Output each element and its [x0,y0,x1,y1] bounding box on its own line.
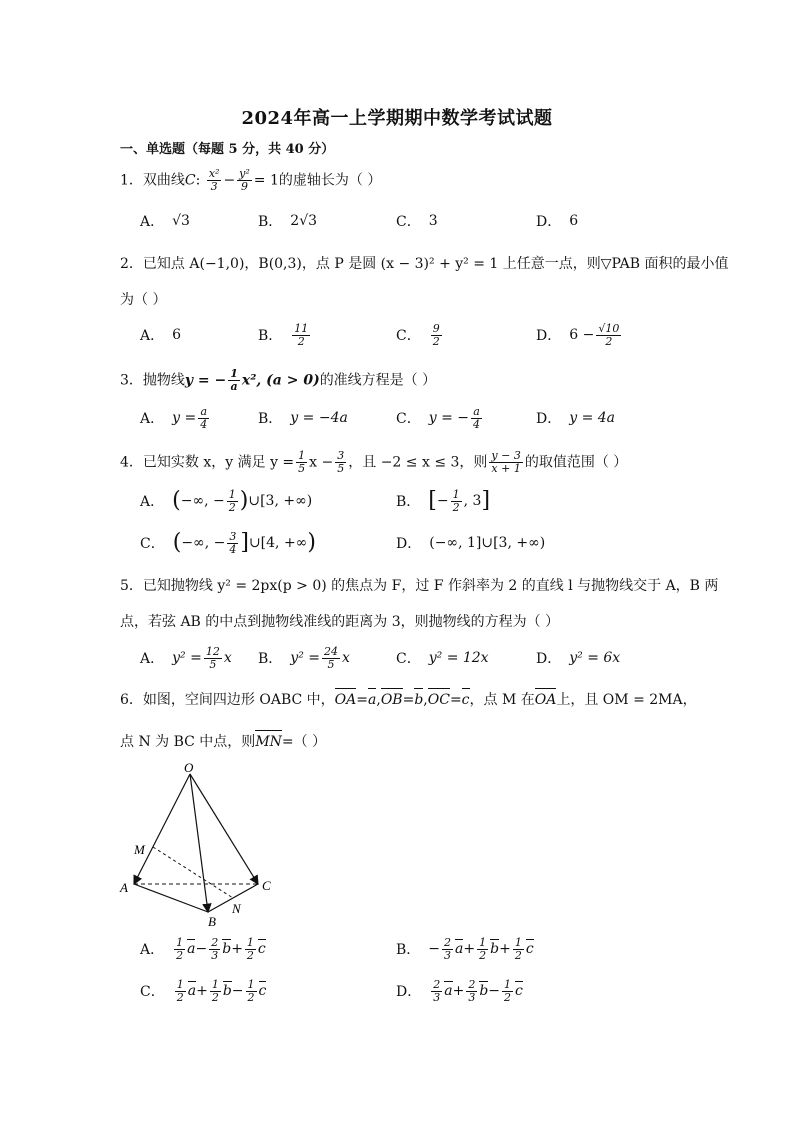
q1-var: C [184,172,196,189]
question-2-cont: 为（ ） [120,292,167,308]
edge-ab [134,884,208,912]
q3-option-c[interactable]: C． y = − $\frac{a}{4}$ [396,404,480,431]
q4-options-row1 [140,486,700,516]
q3-frac: $\frac{1}{a}$ [230,367,238,393]
label-b: B [208,914,216,929]
q5-options [140,643,700,673]
q6-options-row2 [140,976,700,1006]
label-a: A [120,880,128,895]
edge-oa [134,774,190,884]
question-2: 2．已知点 A(−1,0)，B(0,3)，点 P 是圆 (x − 3)² + y² = 1 上任意一点，则▽PAB 面积的最小值 [120,256,729,272]
q1-number: 1． [120,172,143,189]
q4-option-d[interactable]: D． (−∞, 1]∪[3, +∞) [396,535,546,552]
label-n: N [232,901,241,916]
q5-option-c[interactable]: C． y² = 12x [396,650,489,667]
q6-option-b[interactable]: B． − $\frac{2}{3}$ a + $\frac{1}{2}$ b + $\frac{1}{2}$ c [396,935,534,962]
edge-oc [190,774,258,884]
q1-option-c[interactable]: C． 3 [396,213,438,230]
segment-mn-dashed [153,847,233,898]
question-4: 4．已知实数 x，y 满足 y = $\frac{1}{5}$ x − $\frac{3}{5}$ ，且 −2 ≤ x ≤ 3，则 $\frac{y - 3}{x + 1}$ 的取值范围（ ） [120,449,628,475]
edge-ob [190,774,208,912]
q2-option-c[interactable]: C． $\frac{9}{2}$ [396,321,440,348]
tetrahedron-figure [118,760,288,930]
label-c: C [262,878,271,893]
q6-option-d[interactable]: D． $\frac{2}{3}$ a + $\frac{2}{3}$ b − $\frac{1}{2}$ c [396,977,523,1004]
q3-option-a[interactable]: A． y = $\frac{a}{4}$ [140,404,208,431]
q2-options [140,320,700,350]
section-heading: 一、单选题（每题 5 分，共 40 分） [120,142,335,157]
question-5: 5．已知抛物线 y² = 2px(p > 0) 的焦点为 F，过 F 作斜率为 2 的直线 l 与抛物线交于 A，B 两 [120,578,719,594]
q3-options [140,403,700,433]
question-1: 1．双曲线C: $\frac{\text{x²}}{3}$ − $\frac{\text{y²}}{9}$ = 1的虚轴长为（ ） [120,167,382,193]
question-3: 3．抛物线y = − $\frac{1}{a}$ x², (a > 0)的准线方程是（ ） [120,367,437,393]
question-6-cont: 点 N 为 BC 中点，则MN=（ ） [120,734,327,750]
q4-option-b[interactable]: B． [ − $\frac{1}{2}$ , 3 ] [396,487,491,514]
q2-option-d[interactable]: D． 6 − $\frac{√10}{2}$ [536,321,620,348]
q3-option-b[interactable]: B． y = −4a [258,410,348,427]
q5-option-a[interactable]: A． y² = $\frac{12}{5}$ x [140,644,232,671]
q4-option-a[interactable]: A． ( −∞, − $\frac{1}{2}$ ) ∪[3, +∞) [140,487,313,514]
q2-option-a[interactable]: A． 6 [140,327,182,344]
q4-options-row2 [140,528,700,558]
q2-text: 已知点 A(−1,0)，B(0,3)，点 P 是圆 (x − 3)² + y² = 1 上任意一点，则▽PAB 面积的最小值 [142,256,729,272]
q6-options-row1 [140,934,700,964]
q1-post: 的虚轴长为（ ） [278,172,382,189]
q1-option-a[interactable]: A． √3 [140,213,190,230]
label-m: M [134,842,145,857]
question-5-cont: 点，若弦 AB 的中点到抛物线准线的距离为 3，则抛物线的方程为（ ） [120,614,560,630]
q5-option-b[interactable]: B． y² = $\frac{24}{5}$ x [258,644,350,671]
question-6: 6．如图，空间四边形 OABC 中，OA=a,OB=b,OC=c，点 M 在OA上，且 OM = 2MA， [120,692,697,708]
q1-option-b[interactable]: B． 2√3 [258,213,318,230]
page-title: 2024年高一上学期期中数学考试试题 [241,108,553,129]
q3-option-d[interactable]: D． y = 4a [536,410,616,427]
q1-option-d[interactable]: D． 6 [536,213,579,230]
label-o: O [184,760,194,775]
q5-option-d[interactable]: D． y² = 6x [536,650,621,667]
q1-frac-y: $\frac{\text{y²}}{9}$ [239,167,250,193]
q1-options [140,206,700,236]
q4-option-c[interactable]: C． ( −∞, − $\frac{3}{4}$ ] ∪[4, +∞ ) [140,529,316,556]
q1-pre: 双曲线 [142,172,185,189]
q6-option-c[interactable]: C． $\frac{1}{2}$ a + $\frac{1}{2}$ b − $\frac{1}{2}$ c [140,977,267,1004]
q1-frac-x: $\frac{\text{x²}}{3}$ [208,167,220,193]
q6-option-a[interactable]: A． $\frac{1}{2}$ a − $\frac{2}{3}$ b + $\frac{1}{2}$ c [140,935,266,962]
q2-option-b[interactable]: B． $\frac{11}{2}$ [258,321,309,348]
q1-eq: = 1 [253,172,279,189]
